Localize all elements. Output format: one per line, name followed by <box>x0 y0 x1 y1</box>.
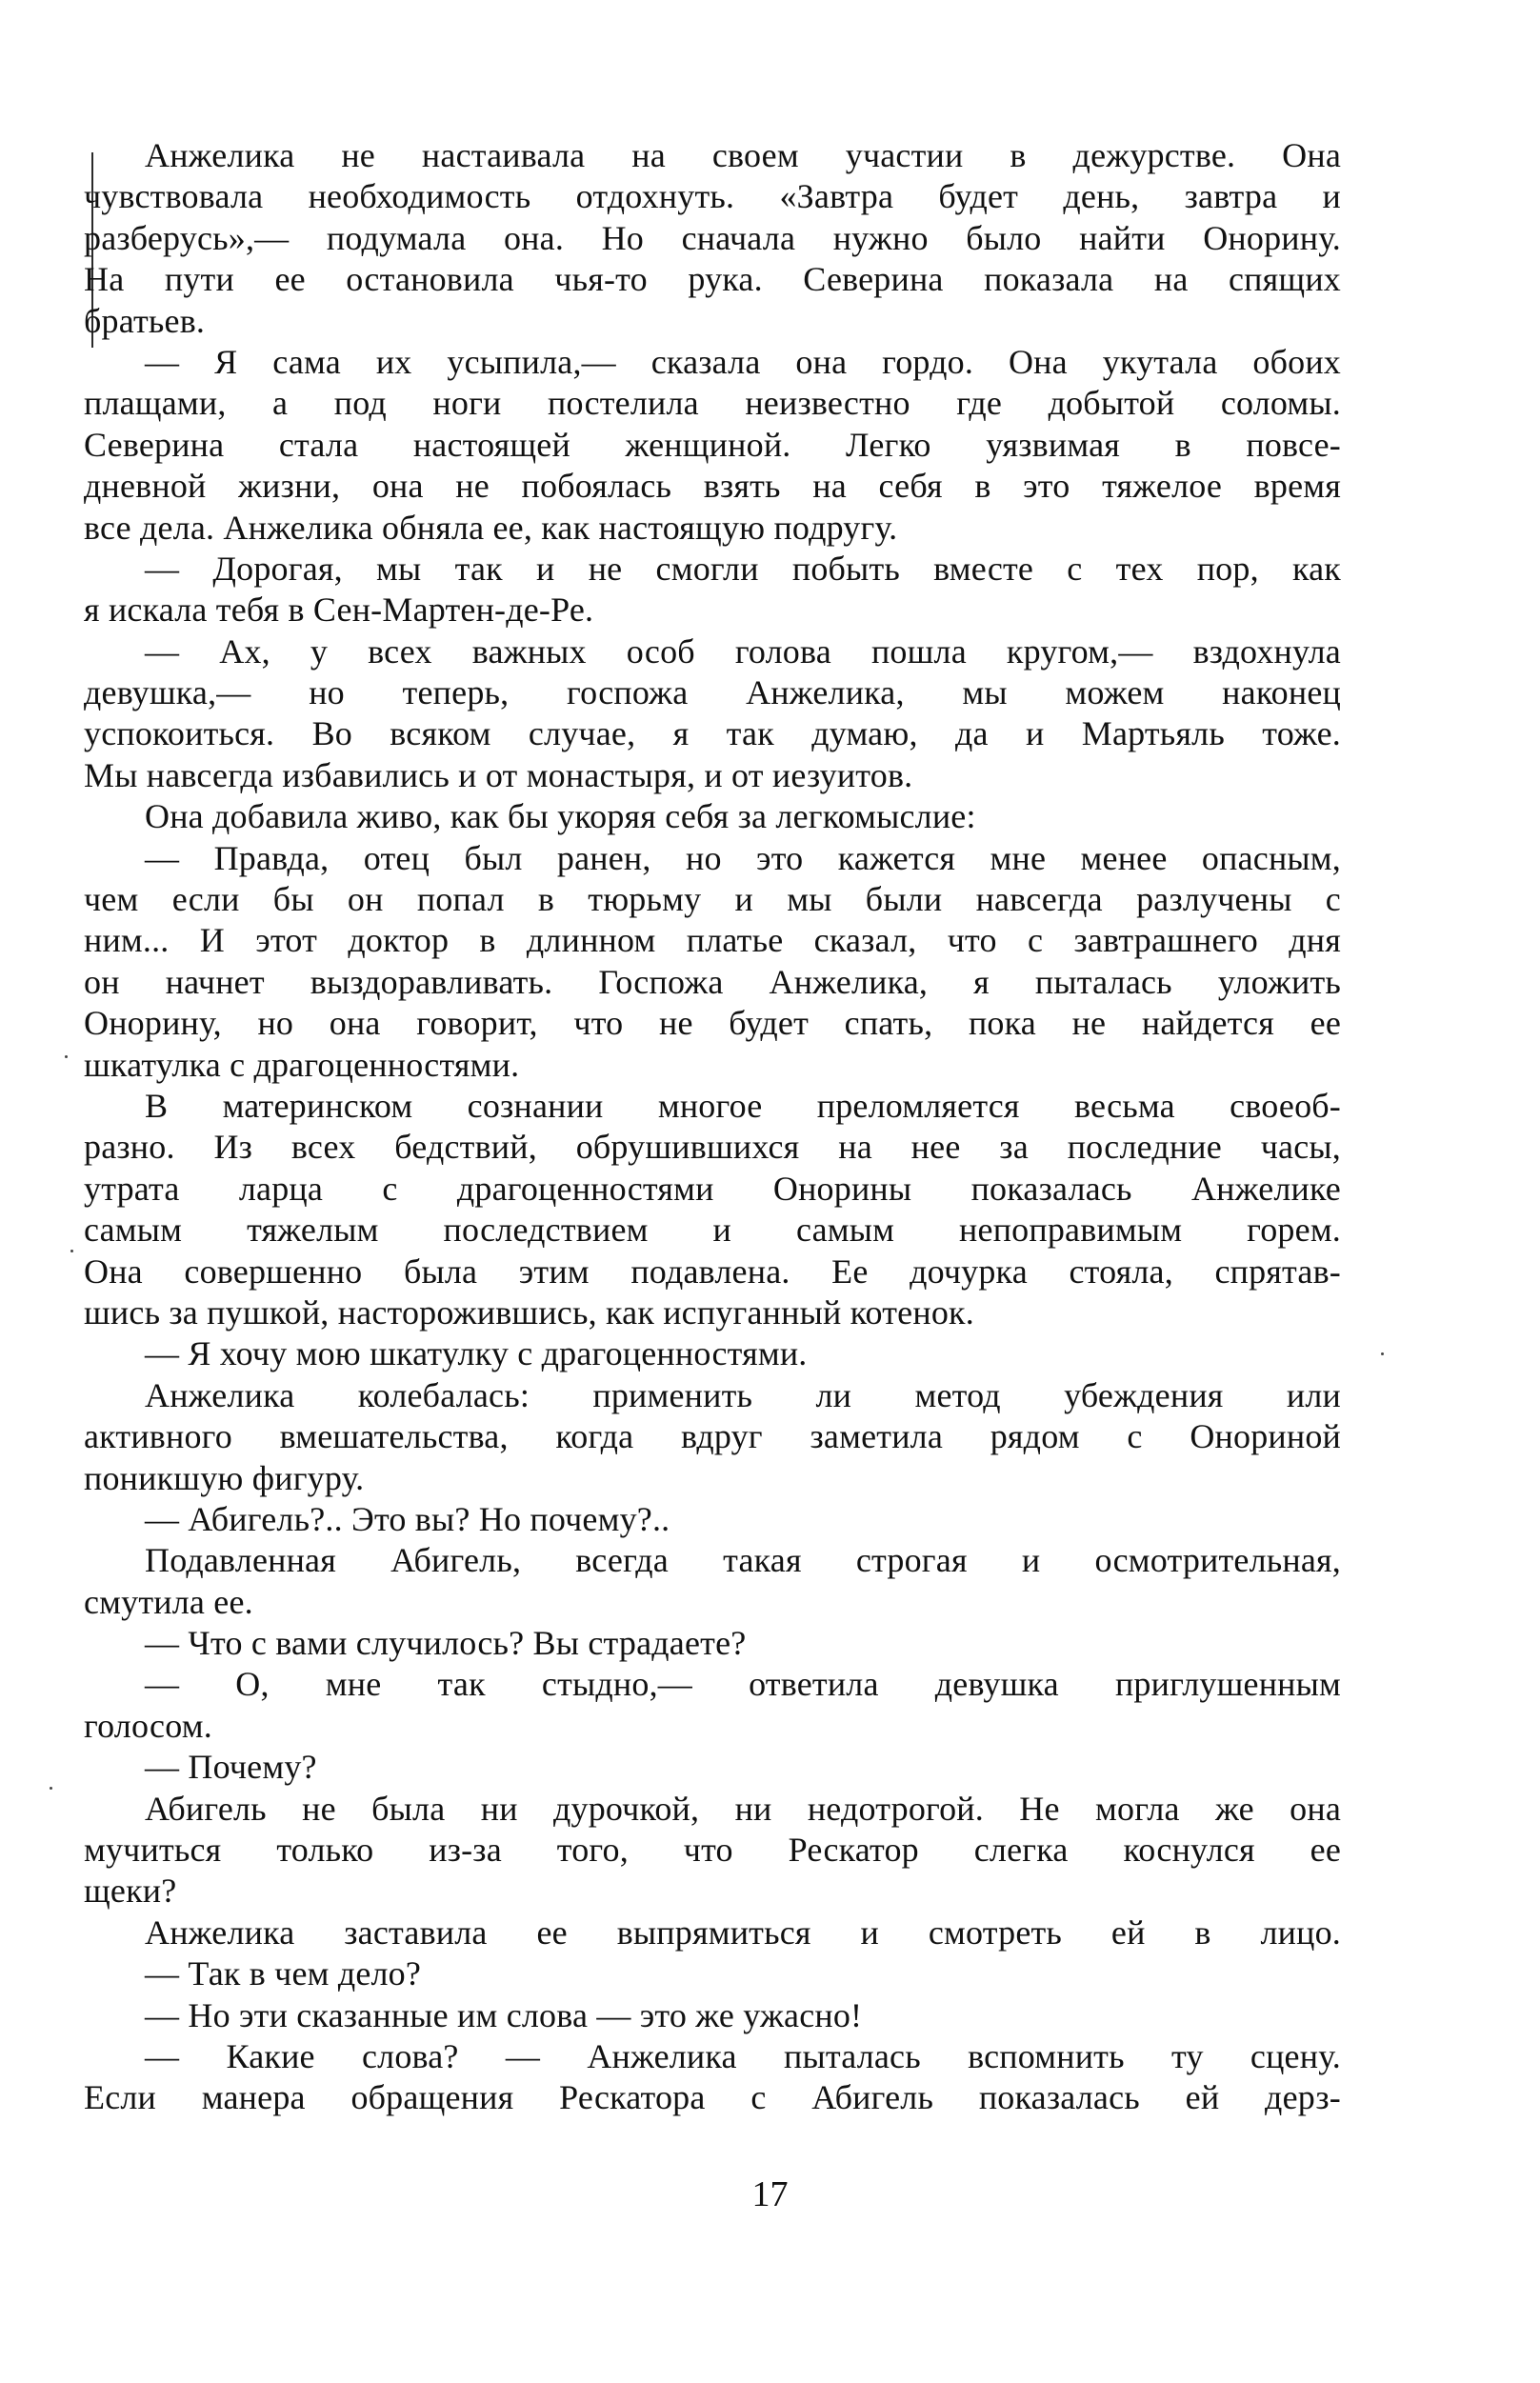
text-line: Анжелика не настаивала на своем участии в дежурстве. Она <box>145 136 1341 174</box>
text-line: все дела. Анжелика обняла ее, как настоящую подругу. <box>84 508 898 547</box>
text-line: Абигель не была ни дурочкой, ни недотрогой. Не могла же она <box>145 1789 1341 1828</box>
text-line: шись за пушкой, насторожившись, как испуганный котенок. <box>84 1292 974 1332</box>
text-line: разберусь»,— подумала она. Но сначала нужно было найти Онорину. <box>84 218 1341 257</box>
text-line: голосом. <box>84 1706 212 1745</box>
text-line: Она добавила живо, как бы укоряя себя за легкомыслие: <box>145 797 976 836</box>
text-line: чувствовала необходимость отдохнуть. «Завтра будет день, завтра и <box>84 177 1341 216</box>
text-line: мучиться только из-за того, что Рескатор слегка коснулся ее <box>84 1831 1341 1870</box>
text-line: щеки? <box>84 1872 177 1911</box>
text-line: плащами, а под ноги постелила неизвестно где добытой соломы. <box>84 384 1341 423</box>
text-line: — Правда, отец был ранен, но это кажется мне менее опасным, <box>145 838 1341 877</box>
text-line: ним... И этот доктор в длинном платье сказал, что с завтрашнего дня <box>84 921 1341 960</box>
page-number: 17 <box>751 2174 789 2214</box>
text-line: — Я хочу мою шкатулку с драгоценностями. <box>145 1334 808 1373</box>
text-line: — О, мне так стыдно,— ответила девушка приглушенным <box>145 1665 1341 1704</box>
text-line: Она совершенно была этим подавлена. Ее дочурка стояла, спрятав- <box>84 1252 1341 1291</box>
scan-speck <box>1381 1352 1384 1355</box>
text-line: активного вмешательства, когда вдруг заметила рядом с Онориной <box>84 1417 1341 1456</box>
text-line: — Почему? <box>145 1748 317 1787</box>
text-line: Северина стала настоящей женщиной. Легко уязвимая в повсе- <box>84 425 1341 464</box>
text-line: — Абигель?.. Это вы? Но почему?.. <box>145 1499 670 1538</box>
text-line: — Ах, у всех важных особ голова пошла кругом,— вздохнула <box>145 631 1341 671</box>
text-line: — Какие слова? — Анжелика пыталась вспомнить ту сцену. <box>145 2036 1341 2075</box>
text-line: самым тяжелым последствием и самым непоправимым горем. <box>84 1211 1341 1250</box>
text-line: Анжелика колебалась: применить ли метод убеждения или <box>145 1375 1341 1414</box>
text-line: В материнском сознании многое преломляется весьма своеоб- <box>145 1086 1341 1125</box>
text-line: Мы навсегда избавились и от монастыря, и от иезуитов. <box>84 755 913 794</box>
text-line: утрата ларца с драгоценностями Онорины показалась Анжелике <box>84 1169 1341 1208</box>
text-line: чем если бы он попал в тюрьму и мы были навсегда разлучены с <box>84 880 1341 919</box>
text-block <box>84 135 1341 2119</box>
scan-speck <box>50 1787 52 1790</box>
text-line: смутила ее. <box>84 1582 253 1621</box>
text-line: разно. Из всех бедствий, обрушившихся на нее за последние часы, <box>84 1128 1341 1167</box>
text-line: На пути ее остановила чья-то рука. Северина показала на спящих <box>84 260 1341 299</box>
text-line: — Я сама их усыпила,— сказала она гордо. Она укутала обоих <box>145 342 1341 381</box>
text-line: Если манера обращения Рескатора с Абигель показалась ей дерз- <box>84 2078 1341 2117</box>
text-line: Подавленная Абигель, всегда такая строгая и осмотрительная, <box>145 1541 1341 1580</box>
text-line: — Дорогая, мы так и не смогли побыть вместе с тех пор, как <box>145 549 1341 588</box>
text-line: дневной жизни, она не побоялась взять на себя в это тяжелое время <box>84 467 1341 506</box>
scan-speck <box>65 1055 68 1058</box>
text-line: — Но эти сказанные им слова — это же ужасно! <box>145 1995 863 2034</box>
text-line: — Так в чем дело? <box>145 1954 422 1993</box>
text-line: он начнет выздоравливать. Госпожа Анжелика, я пыталась уложить <box>84 962 1341 1001</box>
text-line: шкатулка с драгоценностями. <box>84 1045 520 1084</box>
text-line: Онорину, но она говорит, что не будет спать, пока не найдется ее <box>84 1004 1341 1043</box>
text-line: поникшую фигуру. <box>84 1458 365 1497</box>
text-line: я искала тебя в Сен-Мартен-де-Ре. <box>84 591 594 630</box>
scan-speck <box>70 1250 73 1252</box>
text-line: девушка,— но теперь, госпожа Анжелика, мы можем наконец <box>84 673 1341 712</box>
text-line: — Что с вами случилось? Вы страдаете? <box>145 1624 747 1663</box>
text-line: Анжелика заставила ее выпрямиться и смотреть ей в лицо. <box>145 1912 1341 1952</box>
text-line: успокоиться. Во всяком случае, я так думаю, да и Мартьяль тоже. <box>84 714 1341 753</box>
text-line: братьев. <box>84 301 206 340</box>
